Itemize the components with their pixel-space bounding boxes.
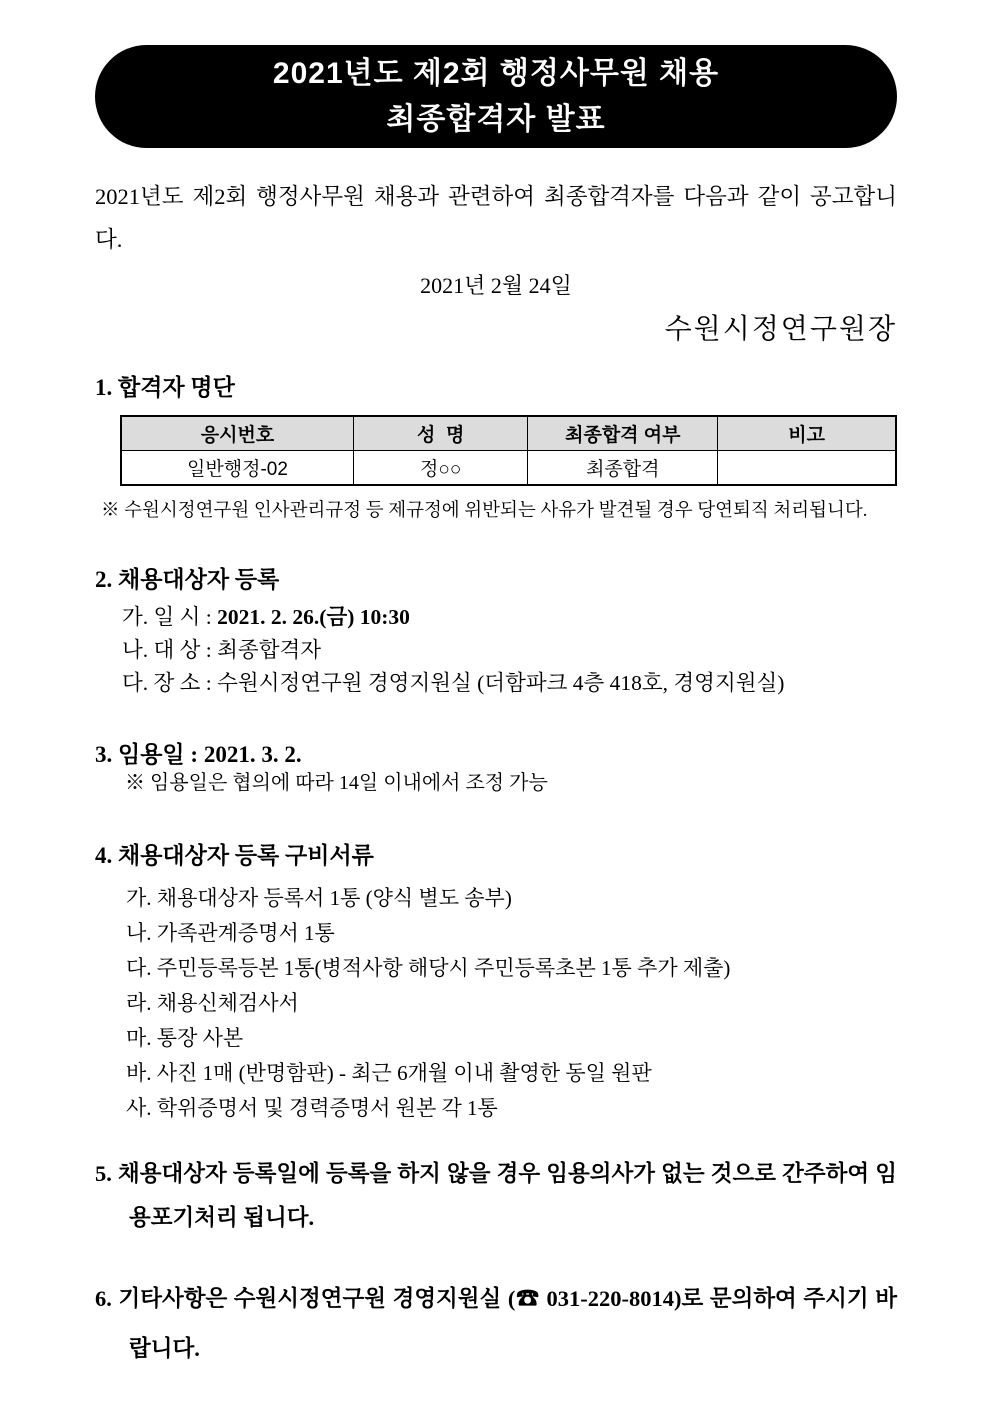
registration-item-datetime xyxy=(122,601,897,634)
document-item: 라. 채용신체검사서 xyxy=(126,991,299,1015)
intro-paragraph: 2021년도 제2회 행정사무원 채용과 관련하여 최종합격자를 다음과 같이 공고합니다. xyxy=(95,184,897,252)
section-6-paragraph: 6. 기타사항은 수원시정연구원 경영지원실 (☎ 031-220-8014)로 문의하여 주시기 바랍니다. xyxy=(95,1286,897,1361)
cell-remarks xyxy=(718,451,896,486)
document-item: 마. 통장 사본 xyxy=(126,1026,244,1050)
item-label: 가. 일 시 : xyxy=(122,605,218,629)
required-documents xyxy=(126,881,897,1126)
section-2-heading: 2. 채용대상자 등록 xyxy=(95,567,280,592)
col-header-exam-number: 응시번호 xyxy=(121,416,354,451)
document-item: 가. 채용대상자 등록서 1통 (양식 별도 송부) xyxy=(126,886,512,910)
cell-final-pass: 최종합격 xyxy=(528,451,718,486)
cell-exam-number: 일반행정-02 xyxy=(121,451,354,486)
title-line-1: 2021년도 제2회 행정사무원 채용 xyxy=(272,56,720,90)
item-value: 최종합격자 xyxy=(217,638,322,662)
table-row xyxy=(121,451,896,486)
document-item: 다. 주민등록등본 1통(병적사항 해당시 주민등록초본 1통 추가 제출) xyxy=(126,956,731,980)
section-4-heading: 4. 채용대상자 등록 구비서류 xyxy=(95,843,374,868)
col-header-final-pass: 최종합격 여부 xyxy=(528,416,718,451)
col-header-remarks: 비고 xyxy=(718,416,896,451)
section-3-note: ※ 임용일은 협의에 따라 14일 이내에서 조정 가능 xyxy=(125,772,548,794)
table-header-row xyxy=(121,416,896,451)
item-value: 2021. 2. 26.(금) 10:30 xyxy=(217,605,410,629)
document-item: 바. 사진 1매 (반명함판) - 최근 6개월 이내 촬영한 동일 원판 xyxy=(126,1061,652,1085)
pass-list-table xyxy=(120,415,897,486)
col-header-name: 성 명 xyxy=(354,416,528,451)
registration-items xyxy=(122,601,897,700)
item-value: 수원시정연구원 경영지원실 (더함파크 4층 418호, 경영지원실) xyxy=(217,671,785,695)
registration-item-target xyxy=(122,634,897,667)
title-banner xyxy=(95,45,897,148)
signature: 수원시정연구원장 xyxy=(664,314,897,345)
registration-item-place xyxy=(122,667,897,700)
item-label: 다. 장 소 : xyxy=(122,671,218,695)
document-item: 나. 가족관계증명서 1통 xyxy=(126,921,335,945)
item-label: 나. 대 상 : xyxy=(122,638,218,662)
table-note: ※ 수원시정연구원 인사관리규정 등 제규정에 위반되는 사유가 발견될 경우 당연퇴직 처리됩니다. xyxy=(101,501,868,521)
title-line-2: 최종합격자 발표 xyxy=(386,102,606,136)
section-1-heading: 1. 합격자 명단 xyxy=(95,375,235,400)
section-5-paragraph: 5. 채용대상자 등록일에 등록을 하지 않을 경우 임용의사가 없는 것으로 간주하여 임용포기처리 됩니다. xyxy=(95,1161,897,1230)
cell-name: 정○○ xyxy=(354,451,528,486)
document-item: 사. 학위증명서 및 경력증명서 원본 각 1통 xyxy=(126,1096,498,1120)
announcement-date: 2021년 2월 24일 xyxy=(420,273,572,298)
section-3-heading: 3. 임용일 : 2021. 3. 2. xyxy=(95,742,302,767)
